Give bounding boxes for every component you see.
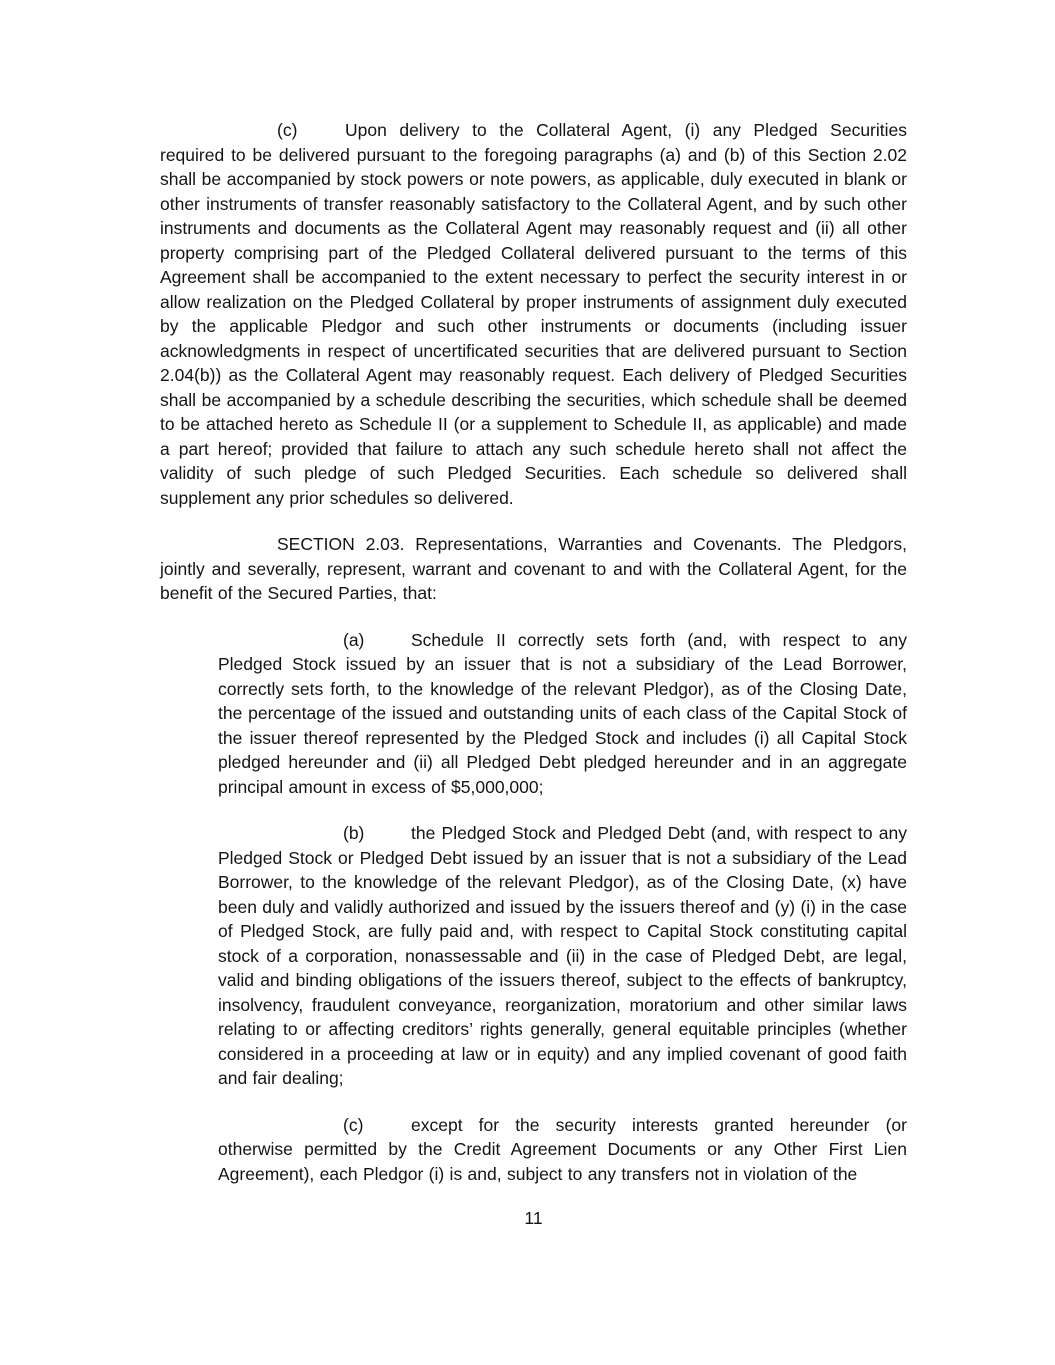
subparagraph-2-03-b	[218, 821, 907, 1091]
paragraph-2-02-c	[160, 118, 907, 510]
page-number: 11	[524, 1208, 543, 1228]
subparagraph-2-03-c	[218, 1113, 907, 1187]
paragraph-text: Upon delivery to the Collateral Agent, (i) any Pledged Securities required to be delivered pursuant to the foregoing paragraphs (a) and (b) of this Section 2.02 shall be accompanied by stock powers or note powers, as applicable, duly executed in blank or other instruments of transfer reasonably satisfactory to the Collateral Agent, and by such other instruments and documents as the Collateral Agent may reasonably request and (ii) all other property comprising part of the Pledged Collateral delivered pursuant to the terms of this Agreement shall be accompanied to the extent necessary to perfect the security interest in or allow realization on the Pledged Collateral by proper instruments of assignment duly executed by the applicable Pledgor and such other instruments or documents (including issuer acknowledgments in respect of uncertificated securities that are delivered pursuant to Section 2.04(b)) as the Collateral Agent may reasonably request. Each delivery of Pledged Securities shall be accompanied by a schedule describing the securities, which schedule shall be deemed to be attached hereto as Schedule II (or a supplement to Schedule II, as applicable) and made a part hereof; provided that failure to attach any such schedule hereto shall not affect the validity of such pledge of such Pledged Securities. Each schedule so delivered shall supplement any prior schedules so delivered.	[160, 120, 907, 508]
list-marker: (a)	[343, 629, 365, 650]
paragraph-text: SECTION 2.03. Representations, Warranties and Covenants. The Pledgors, jointly and severally, represent, warrant and covenant to and with the Collateral Agent, for the benefit of the Secured Parties, that:	[160, 534, 907, 603]
list-marker: (c)	[277, 120, 298, 140]
paragraph-text: the Pledged Stock and Pledged Debt (and, with respect to any Pledged Stock or Pledged Debt issued by an issuer that is not a subsidiary of the Lead Borrower, to the knowledge of the relevant Pledgor), as of the Closing Date, (x) have been duly and validly authorized and issued by the issuers thereof and (y) (i) in the case of Pledged Stock, are fully paid and, with respect to Capital Stock constituting capital stock of a corporation, nonassessable and (ii) in the case of Pledged Debt, are legal, valid and binding obligations of the issuers thereof, subject to the effects of bankruptcy, insolvency, fraudulent conveyance, reorganization, moratorium and other similar laws relating to or affecting creditors’ rights generally, general equitable principles (whether considered in a proceeding at law or in equity) and any implied covenant of good faith and fair dealing;	[218, 823, 907, 1088]
document-body	[0, 118, 1055, 1186]
list-marker: (c)	[343, 1114, 364, 1135]
subparagraph-2-03-a	[218, 628, 907, 800]
paragraph-text: Schedule II correctly sets forth (and, with respect to any Pledged Stock issued by an issuer that is not a subsidiary of the Lead Borrower, correctly sets forth, to the knowledge of the relevant Pledgor), as of the Closing Date, the percentage of the issued and outstanding units of each class of the Capital Stock of the issuer thereof represented by the Pledged Stock and includes (i) all Capital Stock pledged hereunder and (ii) all Pledged Debt pledged hereunder and in an aggregate principal amount in excess of $5,000,000;	[218, 629, 907, 797]
list-marker: (b)	[343, 823, 365, 843]
paragraph-text: except for the security interests granted hereunder (or otherwise permitted by the Credit Agreement Documents or any Other First Lien Agreement), each Pledgor (i) is and, subject to any transfers not in violation of the	[218, 1114, 907, 1184]
paragraph-section-2-03	[160, 532, 907, 606]
